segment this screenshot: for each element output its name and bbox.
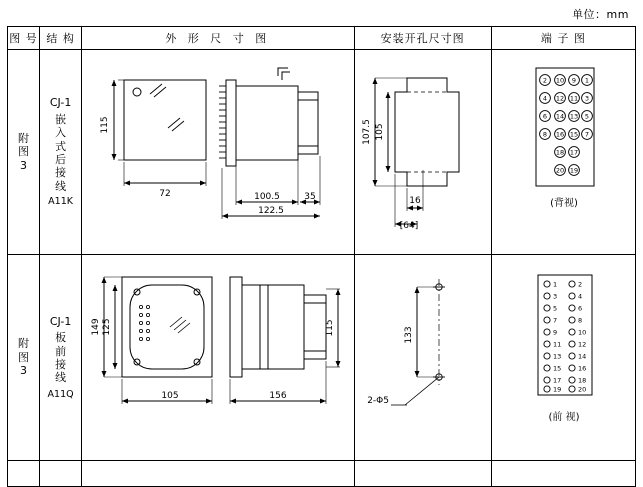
- svg-text:10: 10: [577, 328, 587, 337]
- svg-text:7: 7: [584, 130, 589, 139]
- fig-no-char: 3: [20, 364, 28, 378]
- structure-desc-char: 前: [55, 344, 67, 358]
- svg-text:15: 15: [569, 130, 578, 139]
- fig-no-char: 3: [20, 158, 28, 172]
- svg-text:14: 14: [577, 352, 587, 361]
- structure-desc-char: 板: [55, 331, 67, 345]
- svg-text:12: 12: [555, 94, 564, 103]
- svg-text:8: 8: [542, 130, 547, 139]
- header-fig-no: 图 号: [8, 27, 40, 50]
- dim-72-label: 72: [159, 189, 171, 199]
- svg-text:4: 4: [542, 94, 547, 103]
- svg-text:18: 18: [577, 376, 587, 385]
- svg-text:6: 6: [577, 304, 582, 313]
- dim-156-label: 156: [269, 391, 287, 401]
- header-terminal: 端 子 图: [491, 27, 635, 50]
- table-header-row: [8, 27, 636, 50]
- dim-115-label: 115: [325, 319, 336, 337]
- svg-text:1: 1: [584, 76, 589, 85]
- svg-text:13: 13: [569, 112, 578, 121]
- row1-cutout-drawing: [354, 50, 491, 255]
- svg-text:3: 3: [584, 94, 589, 103]
- dimension-table: [7, 26, 636, 487]
- footer-cell-4: [354, 461, 491, 487]
- header-outline: 外 形 尺 寸 图: [82, 27, 354, 50]
- dim-115-label: 115: [100, 116, 111, 134]
- structure-desc-char: 线: [55, 371, 67, 385]
- structure-desc-char: 接: [55, 166, 67, 180]
- structure-desc-char: 式: [55, 139, 67, 153]
- structure-desc-char: 嵌: [55, 112, 67, 126]
- row1-terminal-diagram: [491, 50, 635, 255]
- svg-text:9: 9: [571, 76, 576, 85]
- row1-outline-drawing: [82, 50, 354, 255]
- dim-16-label: 16: [408, 196, 421, 206]
- svg-text:2: 2: [577, 280, 582, 289]
- structure-desc-char: 接: [55, 357, 67, 371]
- row2-fig-no: [8, 255, 40, 461]
- dim-107-5-label: 107.5: [361, 119, 372, 145]
- structure-model: CJ-1: [49, 96, 72, 110]
- row2-terminal-diagram: [491, 255, 635, 461]
- dim-149-label: 149: [91, 318, 102, 336]
- row1-fig-no: [8, 50, 40, 255]
- svg-text:11: 11: [552, 340, 562, 349]
- fig-no-char: 图: [18, 350, 30, 364]
- svg-text:5: 5: [584, 112, 589, 121]
- svg-text:8: 8: [577, 316, 582, 325]
- dim-125-label: 125: [102, 318, 113, 336]
- svg-text:19: 19: [552, 385, 562, 394]
- svg-text:4: 4: [577, 292, 582, 301]
- svg-text:7: 7: [552, 316, 557, 325]
- svg-text:16: 16: [577, 364, 587, 373]
- dim-35-label: 35: [304, 192, 316, 202]
- svg-text:3: 3: [552, 292, 557, 301]
- svg-text:6: 6: [542, 112, 547, 121]
- fig-no-char: 图: [18, 145, 30, 159]
- svg-text:9: 9: [552, 328, 557, 337]
- dim-100-5-label: 100.5: [254, 192, 280, 202]
- svg-text:17: 17: [552, 376, 562, 385]
- svg-text:11: 11: [569, 94, 578, 103]
- dim-105-label: 105: [161, 391, 179, 401]
- structure-desc-char: 后: [55, 152, 67, 166]
- row2-structure: [40, 255, 82, 461]
- hole-note-label: 2-Φ5: [366, 396, 389, 406]
- dim-133-label: 133: [403, 326, 414, 344]
- svg-text:18: 18: [555, 148, 564, 157]
- terminal-view-label-row1: (背视): [549, 198, 578, 209]
- structure-code: A11Q: [47, 388, 74, 400]
- unit-note: 单位：mm: [572, 8, 629, 21]
- structure-model: CJ-1: [49, 314, 72, 328]
- svg-text:17: 17: [569, 148, 578, 157]
- svg-text:20: 20: [577, 385, 587, 394]
- svg-text:14: 14: [555, 112, 564, 121]
- fig-no-char: 附: [18, 131, 30, 145]
- header-cutout: 安装开孔尺寸图: [354, 27, 491, 50]
- header-structure: 结 构: [40, 27, 82, 50]
- svg-text:13: 13: [552, 352, 562, 361]
- svg-text:20: 20: [555, 166, 564, 175]
- footer-cell-2: [40, 461, 82, 487]
- structure-desc-char: 线: [55, 179, 67, 193]
- row1-structure: [40, 50, 82, 255]
- structure-code: A11K: [48, 196, 73, 208]
- structure-desc-char: 入: [55, 126, 67, 140]
- svg-text:5: 5: [552, 304, 557, 313]
- footer-cell-5: [491, 461, 635, 487]
- svg-text:12: 12: [577, 340, 587, 349]
- row2-cutout-drawing: [354, 255, 491, 461]
- terminal-view-label-row2: (前 视): [548, 412, 580, 423]
- fig-no-char: 附: [18, 337, 30, 351]
- table-footer-row: [8, 461, 636, 487]
- row2-outline-drawing: [82, 255, 354, 461]
- svg-text:1: 1: [552, 280, 557, 289]
- svg-text:10: 10: [555, 76, 564, 85]
- dim-122-5-label: 122.5: [258, 206, 284, 216]
- table-row: [8, 50, 636, 255]
- svg-text:15: 15: [552, 364, 562, 373]
- table-row: [8, 255, 636, 461]
- footer-cell-3: [82, 461, 354, 487]
- dim-105-label: 105: [374, 123, 385, 141]
- footer-cell-1: [8, 461, 40, 487]
- svg-text:19: 19: [569, 166, 578, 175]
- svg-text:2: 2: [542, 76, 547, 85]
- dim-64-label: [64]: [399, 221, 418, 231]
- svg-text:16: 16: [555, 130, 564, 139]
